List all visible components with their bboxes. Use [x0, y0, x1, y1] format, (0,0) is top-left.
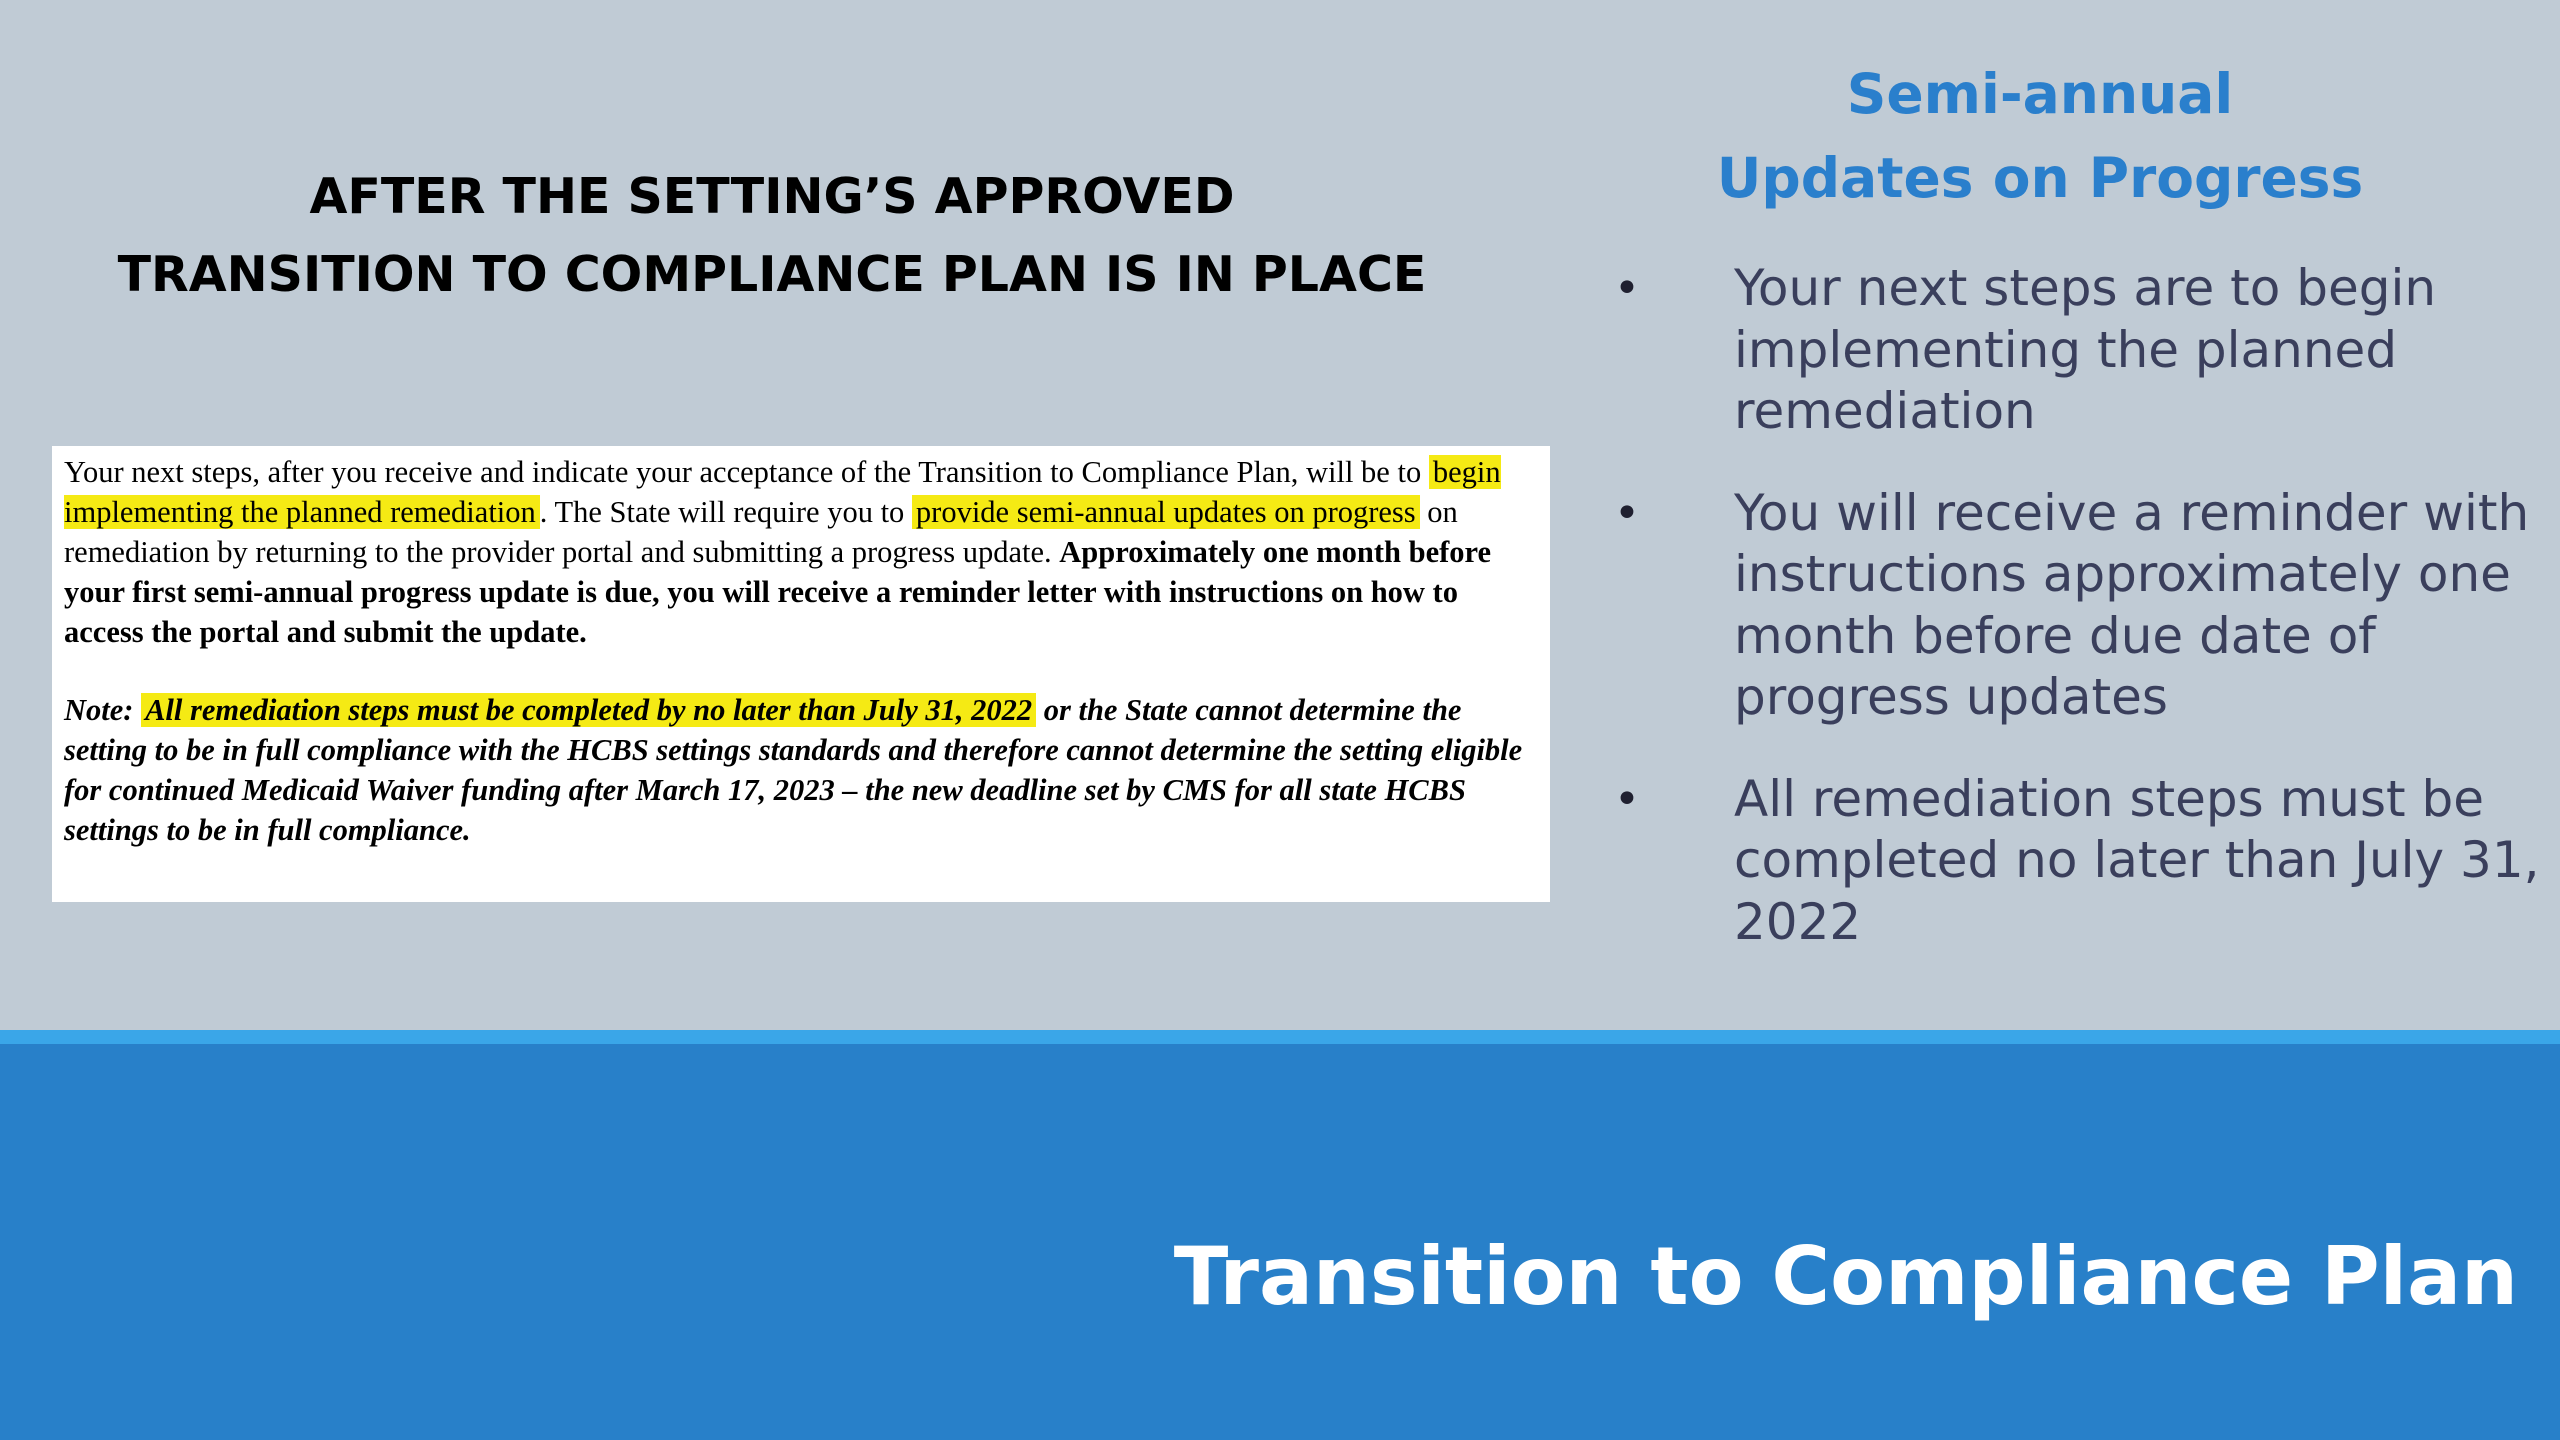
footer-band	[0, 1030, 2560, 1440]
highlight-begin-implementing: begin implementing the planned remediation	[64, 455, 1501, 529]
bullet-dot-icon: •	[1614, 487, 1640, 539]
bullet-dot-icon: •	[1614, 263, 1640, 314]
excerpt-bold-text: Approximately one month before your first semi-annual progress update is due, you will receive a reminder letter with instructions on how to access the portal and submit the update.	[64, 535, 1492, 649]
excerpt-text: Your next steps, after you receive and indicate your acceptance of the Transition to Compliance Plan, will be to	[64, 455, 1429, 489]
highlight-semi-annual-updates: provide semi-annual updates on progress	[912, 495, 1420, 529]
right-title-line1: Semi-annual	[1846, 62, 2234, 126]
excerpt-text: on remediation by returning to the provider portal and submitting a progress update.	[64, 495, 1458, 569]
bullet-item	[1600, 258, 2560, 443]
document-excerpt	[52, 446, 1550, 902]
right-title	[1650, 52, 2430, 220]
bullet-item	[1600, 483, 2560, 729]
bullet-text: You will receive a reminder with instructions approximately one month before due date of progress updates	[1734, 483, 2530, 726]
excerpt-paragraph	[64, 452, 1538, 652]
right-title-line2: Updates on Progress	[1716, 146, 2364, 210]
bullet-text: All remediation steps must be completed no later than July 31, 2022	[1734, 769, 2540, 951]
left-heading	[60, 158, 1484, 314]
highlight-deadline: All remediation steps must be completed by no later than July 31, 2022	[141, 693, 1036, 727]
bullet-dot-icon: •	[1614, 773, 1640, 825]
excerpt-note	[64, 690, 1538, 850]
note-label: Note:	[64, 693, 142, 727]
bullet-text: Your next steps are to begin implementing the planned remediation	[1734, 259, 2437, 440]
left-heading-line2: TRANSITION TO COMPLIANCE PLAN IS IN PLACE	[117, 246, 1427, 303]
bullet-list	[1600, 258, 2560, 993]
note-text: or the State cannot determine the setting to be in full compliance with the HCBS settings standards and therefore cannot determine the setting eligible for continued Medicaid Waiver funding after March 17, 2023 – the new deadline set by CMS for all state HCBS settings to be in full compliance.	[64, 693, 1523, 847]
excerpt-text: . The State will require you to	[539, 495, 912, 529]
footer-title: Transition to Compliance Plan	[1173, 1230, 2518, 1323]
left-heading-line1: AFTER THE SETTING’S APPROVED	[309, 168, 1235, 225]
bullet-item	[1600, 769, 2560, 954]
